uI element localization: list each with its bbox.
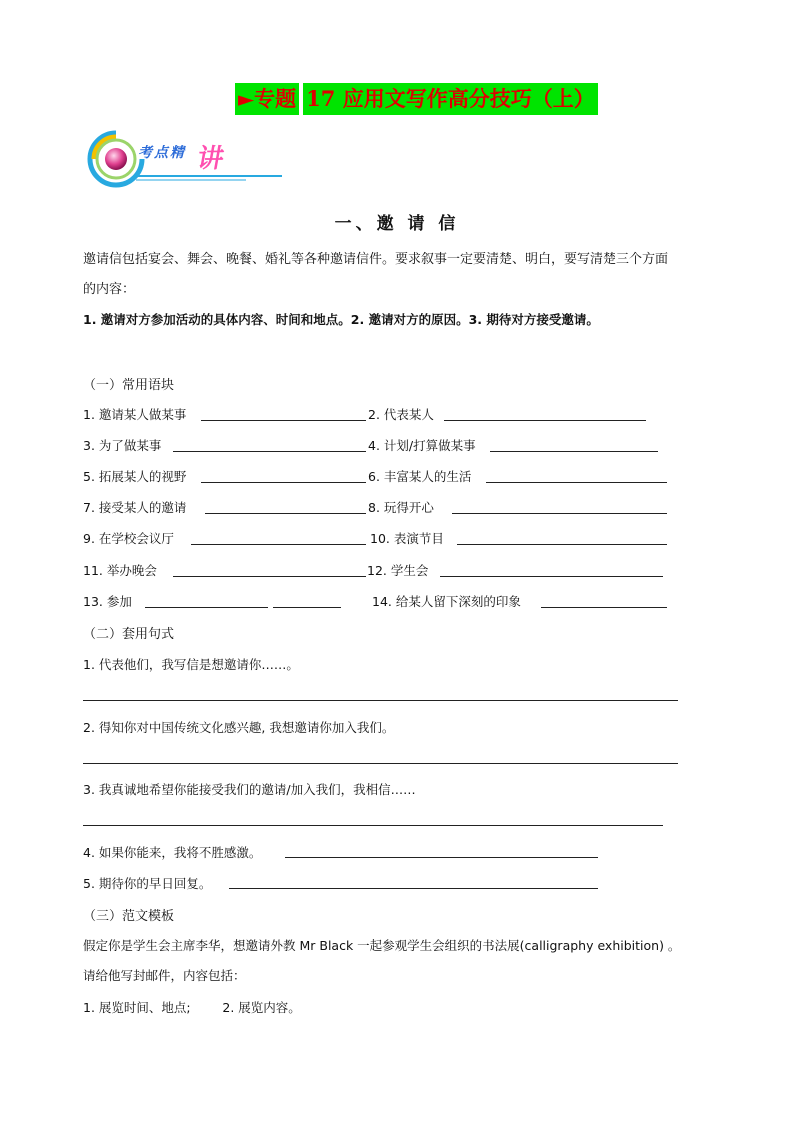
sentence-item: 3. 我真诚地希望你能接受我们的邀请/加入我们，我相信…… [83,782,416,797]
answer-line[interactable] [83,825,663,826]
blank-line[interactable] [191,544,366,545]
blank-line[interactable] [201,482,366,483]
section-logo-icon [86,129,286,189]
intro-line-2: 的内容： [83,282,136,297]
blank-line[interactable] [173,576,366,577]
sentence-item: 2. 得知你对中国传统文化感兴趣, 我想邀请你加入我们。 [83,720,395,735]
answer-line[interactable] [83,763,678,764]
phrase-item: 4. 计划/打算做某事 [368,438,476,453]
section2-title: （二）套用句式 [83,627,175,642]
blank-line[interactable] [273,607,341,608]
phrase-item: 14. 给某人留下深刻的印象 [372,594,521,609]
blank-line[interactable] [201,420,366,421]
blank-line[interactable] [452,513,667,514]
blank-line[interactable] [145,607,268,608]
phrase-item: 1. 邀请某人做某事 [83,407,187,422]
logo-label-big: 讲 [194,144,227,174]
answer-line[interactable] [83,700,678,701]
task-line-1: 假定你是学生会主席李华，想邀请外教 Mr Black 一起参观学生会组织的书法展(calligraphy exhibition) 。 [83,938,681,953]
task-line-2: 请给他写封邮件，内容包括： [83,968,246,983]
section-heading: 一、邀 请 信 [334,214,460,234]
phrase-item: 7. 接受某人的邀请 [83,500,187,515]
phrase-item: 6. 丰富某人的生活 [368,469,472,484]
intro-line-1: 邀请信包括宴会、舞会、晚餐、婚礼等各种邀请信件。要求叙事一定要清楚、明白，要写清楚三个方面 [83,252,669,267]
blank-line[interactable] [440,576,663,577]
phrase-item: 9. 在学校会议厅 [83,531,174,546]
page-title [229,83,604,115]
phrase-item: 13. 参加 [83,594,132,609]
title-part-2: 17 应用文写作高分技巧（上） [303,83,598,115]
task-line-3: 1. 展览时间、地点; 2. 展览内容。 [83,1000,301,1015]
answer-line[interactable] [285,857,598,858]
blank-line[interactable] [486,482,667,483]
phrase-item: 12. 学生会 [367,563,429,578]
blank-line[interactable] [490,451,658,452]
answer-line[interactable] [229,888,598,889]
phrase-item: 11. 举办晚会 [83,563,157,578]
phrase-item: 3. 为了做某事 [83,438,162,453]
title-part-1: ►专题 [235,83,299,115]
phrase-item: 8. 玩得开心 [368,500,434,515]
intro-points: 1. 邀请对方参加活动的具体内容、时间和地点。2. 邀请对方的原因。3. 期待对方接受邀请。 [83,312,599,327]
blank-line[interactable] [541,607,667,608]
sentence-item: 1. 代表他们，我写信是想邀请你……。 [83,657,299,672]
phrase-item: 10. 表演节目 [370,531,444,546]
blank-line[interactable] [444,420,646,421]
phrase-item: 2. 代表某人 [368,407,434,422]
section1-title: （一）常用语块 [83,378,175,393]
sentence-item: 4. 如果你能来，我将不胜感激。 [83,845,262,860]
blank-line[interactable] [173,451,366,452]
blank-line[interactable] [457,544,667,545]
sentence-item: 5. 期待你的早日回复。 [83,876,212,891]
section3-title: （三）范文模板 [83,909,175,924]
logo-label: 考点精 [138,145,186,161]
blank-line[interactable] [205,513,366,514]
phrase-item: 5. 拓展某人的视野 [83,469,187,484]
